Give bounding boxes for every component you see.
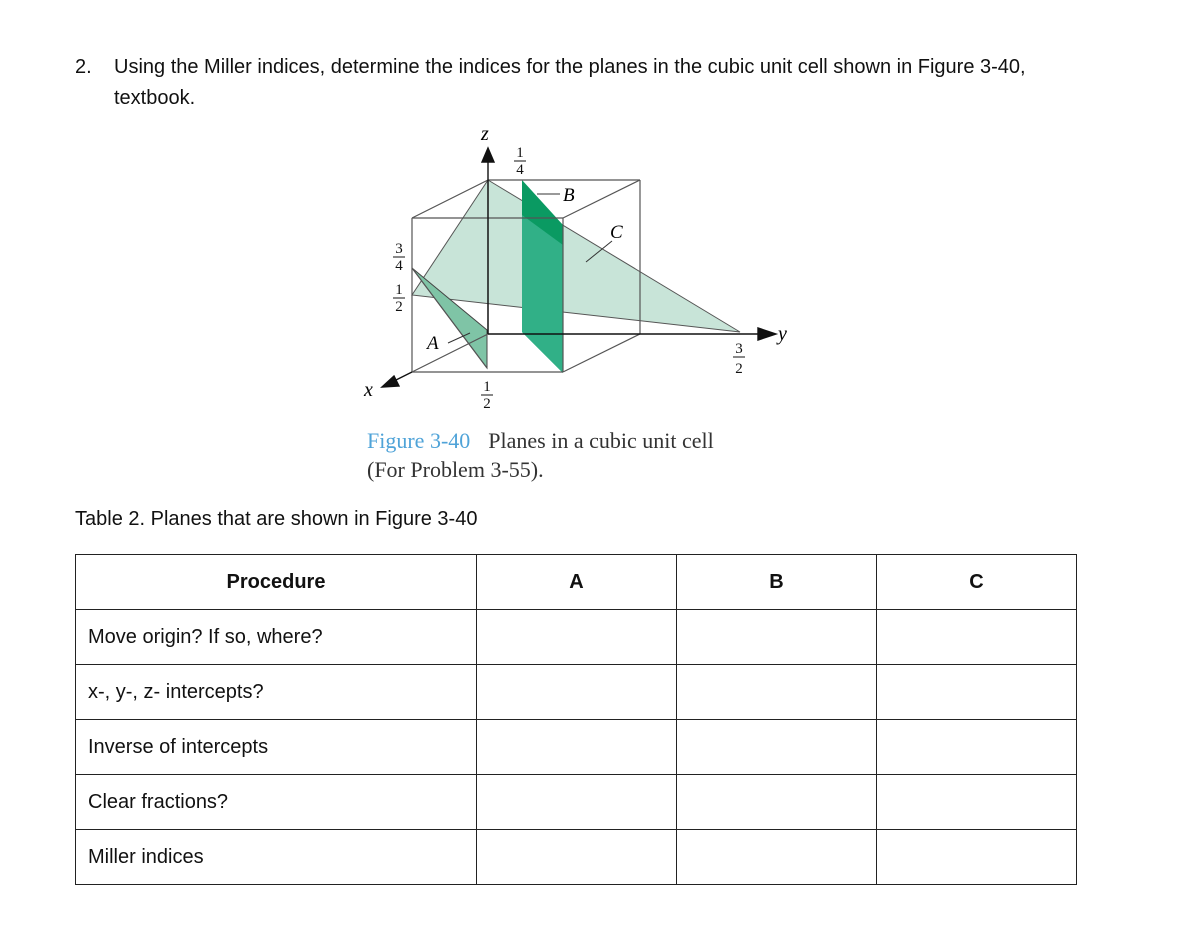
cell-c[interactable] (877, 610, 1077, 665)
table-title: Table 2. Planes that are shown in Figure 3-40 (75, 508, 478, 530)
table-row (76, 610, 1077, 665)
fraction-left-lower-num: 1 (395, 282, 403, 298)
figure-title: Planes in a cubic unit cell (488, 428, 714, 453)
cell-b[interactable] (677, 610, 877, 665)
cell-b[interactable] (677, 775, 877, 830)
cell-a[interactable] (477, 830, 677, 885)
cell-b[interactable] (677, 665, 877, 720)
cell-c[interactable] (877, 720, 1077, 775)
fraction-bottom-den: 2 (483, 396, 491, 412)
row-label: Miller indices (76, 830, 477, 885)
fraction-right-num: 3 (735, 341, 743, 357)
fraction-bottom-num: 1 (483, 379, 491, 395)
cell-a[interactable] (477, 720, 677, 775)
figure-subtitle: (For Problem 3-55). (367, 457, 544, 482)
fraction-left-lower-den: 2 (395, 299, 403, 315)
fraction-left-upper-den: 4 (395, 258, 403, 274)
cell-a[interactable] (477, 610, 677, 665)
x-axis-label: x (364, 379, 373, 401)
cell-b[interactable] (677, 830, 877, 885)
plane-b-label: B (563, 185, 575, 206)
x-axis-arrow (382, 376, 399, 387)
plane-c-label: C (610, 222, 623, 243)
cubic-unit-cell-figure (355, 122, 815, 422)
cell-b[interactable] (677, 720, 877, 775)
header-a: A (477, 555, 677, 610)
header-b: B (677, 555, 877, 610)
fraction-left-upper-num: 3 (395, 241, 403, 257)
row-label: Clear fractions? (76, 775, 477, 830)
row-label: Move origin? If so, where? (76, 610, 477, 665)
fraction-z-top-num: 1 (516, 145, 524, 161)
row-label: x-, y-, z- intercepts? (76, 665, 477, 720)
cell-c[interactable] (877, 775, 1077, 830)
fraction-z-top-den: 4 (516, 162, 524, 178)
figure-caption (367, 426, 714, 484)
question-text: Using the Miller indices, determine the indices for the planes in the cubic unit cell shown in Figure 3-40, textbook. (114, 56, 1026, 109)
table-header-row (76, 555, 1077, 610)
header-c: C (877, 555, 1077, 610)
z-axis-label: z (481, 123, 489, 145)
table-row (76, 830, 1077, 885)
z-axis-arrow (482, 148, 494, 162)
cell-a[interactable] (477, 665, 677, 720)
table-row (76, 720, 1077, 775)
table-row (76, 775, 1077, 830)
cell-c[interactable] (877, 665, 1077, 720)
planes-table (75, 554, 1077, 885)
plane-a-label: A (427, 333, 439, 354)
y-axis-arrow (758, 328, 776, 340)
fraction-right-den: 2 (735, 361, 743, 377)
figure-label: Figure 3-40 (367, 428, 471, 453)
y-axis-label: y (778, 323, 787, 345)
header-procedure: Procedure (76, 555, 477, 610)
question-number: 2. (75, 56, 92, 78)
cell-c[interactable] (877, 830, 1077, 885)
table-row (76, 665, 1077, 720)
row-label: Inverse of intercepts (76, 720, 477, 775)
cell-a[interactable] (477, 775, 677, 830)
